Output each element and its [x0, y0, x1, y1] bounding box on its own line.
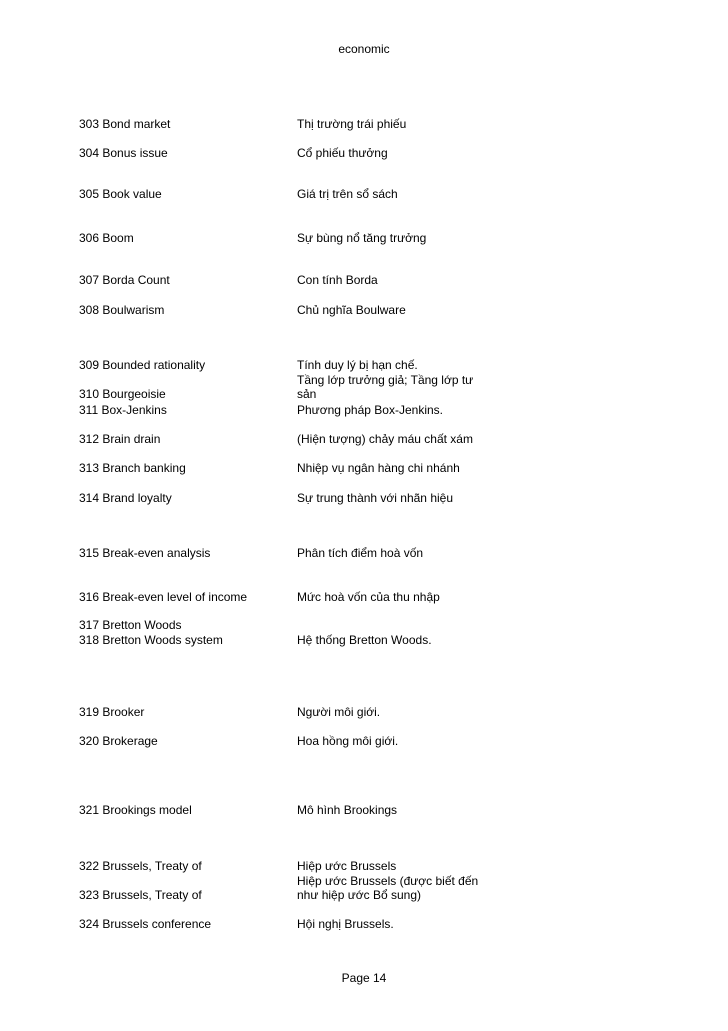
term-text: 306 Boom [79, 231, 134, 245]
page-number: Page 14 [341, 971, 387, 985]
meaning-text: Con tính Borda [297, 273, 378, 287]
meaning-text: Mô hình Brookings [297, 803, 398, 817]
term-text: 324 Brussels conference [79, 917, 212, 931]
term-text: 311 Box-Jenkins [79, 403, 167, 417]
term-text: 304 Bonus issue [79, 146, 168, 160]
meaning-text: Nhiệp vụ ngân hàng chi nhánh [297, 461, 460, 475]
meaning-text: Người môi giới. [297, 705, 381, 719]
term-text: 303 Bond market [79, 117, 171, 131]
meaning-text: Thị trường trái phiếu [297, 117, 407, 131]
meaning-text: Sự bùng nổ tăng trưởng [297, 231, 427, 245]
meaning-text: Sự trung thành với nhãn hiệu [297, 491, 454, 505]
meaning-text: Phương pháp Box-Jenkins. [297, 403, 443, 417]
term-text: 318 Bretton Woods system [79, 633, 223, 647]
term-text: 305 Book value [79, 187, 162, 201]
meaning-text: Giá trị trên sổ sách [297, 187, 398, 201]
term-text: 321 Brookings model [79, 803, 192, 817]
meaning-text: Hoa hồng môi giới. [297, 734, 399, 748]
term-text: 320 Brokerage [79, 734, 158, 748]
term-text: 319 Brooker [79, 705, 145, 719]
term-text: 310 Bourgeoisie [79, 387, 166, 401]
term-text: 307 Borda Count [79, 273, 170, 287]
meaning-text: (Hiện tượng) chảy máu chất xám [297, 432, 473, 446]
term-text: 322 Brussels, Treaty of [79, 859, 202, 873]
meaning-text: Tính duy lý bị hạn chế. [297, 358, 418, 372]
meaning-text: Cổ phiếu thưởng [297, 146, 388, 160]
meaning-text: Chủ nghĩa Boulware [297, 303, 406, 317]
term-text: 317 Bretton Woods [79, 618, 182, 632]
term-text: 309 Bounded rationality [79, 358, 206, 372]
meaning-text: Hiệp ước Brussels (được biết đến như hiệp ước Bổ sung) [297, 874, 479, 902]
meaning-text: Tầng lớp trưởng giả; Tầng lớp tư sản [297, 373, 474, 401]
term-text: 312 Brain drain [79, 432, 161, 446]
term-text: 315 Break-even analysis [79, 546, 211, 560]
term-text: 313 Branch banking [79, 461, 186, 475]
term-text: 314 Brand loyalty [79, 491, 172, 505]
page-header [0, 42, 728, 56]
term-text: 316 Break-even level of income [79, 590, 248, 604]
meaning-text: Hiệp ước Brussels [297, 859, 397, 873]
meaning-text: Hệ thống Bretton Woods. [297, 633, 432, 647]
meaning-text: Hội nghị Brussels. [297, 917, 394, 931]
meaning-text: Mức hoà vốn của thu nhập [297, 590, 440, 604]
page-footer [0, 971, 728, 985]
term-text: 323 Brussels, Treaty of [79, 888, 202, 902]
meaning-text: Phân tích điểm hoà vốn [297, 546, 424, 560]
header-title: economic [338, 42, 390, 56]
term-text: 308 Boulwarism [79, 303, 165, 317]
